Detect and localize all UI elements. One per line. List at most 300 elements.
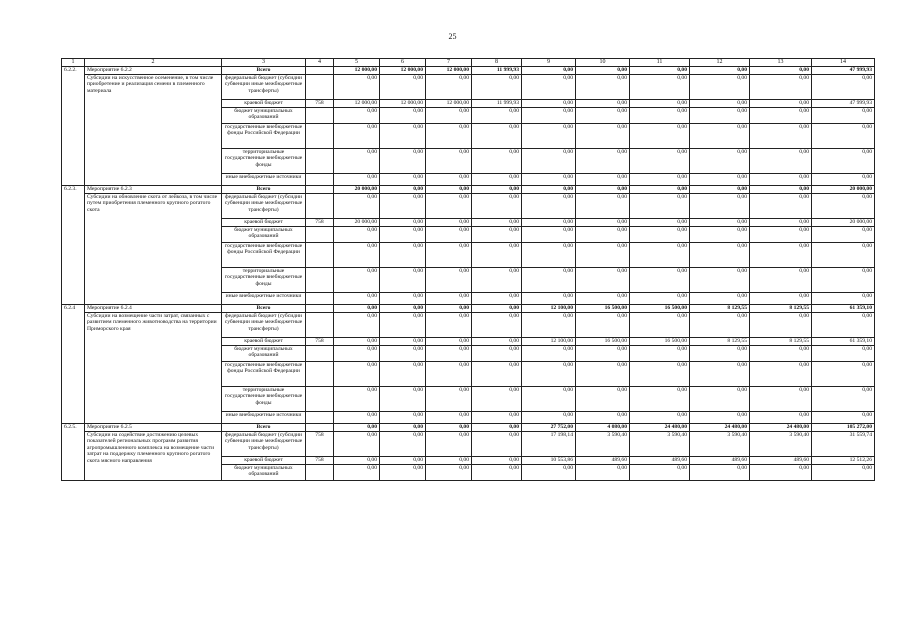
amount-cell: 0,00: [750, 186, 812, 194]
amount-cell: 3 590,40: [750, 432, 812, 457]
table-row: [62, 67, 875, 75]
amount-cell: 0,00: [472, 424, 522, 432]
amount-cell: 489,60: [630, 457, 690, 465]
amount-cell: 0,00: [380, 174, 426, 186]
amount-cell: 47 999,93: [812, 67, 875, 75]
amount-cell: 0,00: [426, 174, 472, 186]
amount-cell: 0,00: [690, 268, 750, 293]
amount-cell: 0,00: [334, 305, 380, 313]
budget-code: 758: [306, 219, 334, 227]
amount-cell: 0,00: [334, 424, 380, 432]
amount-cell: 12 000,00: [426, 100, 472, 108]
amount-cell: 20 000,00: [812, 186, 875, 194]
measure-title: Мероприятие 6.2.5: [85, 424, 222, 432]
amount-cell: 0,00: [630, 387, 690, 412]
amount-cell: 0,00: [576, 186, 630, 194]
amount-cell: 0,00: [426, 268, 472, 293]
amount-cell: 0,00: [380, 465, 426, 481]
amount-cell: 0,00: [472, 457, 522, 465]
header-cell: 7: [426, 59, 472, 67]
amount-cell: 16 500,00: [630, 305, 690, 313]
amount-cell: 0,00: [380, 194, 426, 219]
amount-cell: 0,00: [522, 108, 576, 124]
measure-description: Субсидии на содействие достижению целевых показателей региональных программ развития агропромышленного комплекса на возмещение части затрат на поддержку племенного крупного рогатого скота мясного направления: [85, 432, 222, 481]
amount-cell: 489,60: [750, 457, 812, 465]
amount-cell: 0,00: [334, 194, 380, 219]
funding-source: федеральный бюджет (субсидии субвенции иные межбюджетные трансферты): [222, 75, 306, 100]
amount-cell: 0,00: [576, 465, 630, 481]
funding-source: иные внебюджетные источники: [222, 174, 306, 186]
amount-cell: 0,00: [522, 100, 576, 108]
amount-cell: 0,00: [630, 75, 690, 100]
amount-cell: 0,00: [812, 268, 875, 293]
amount-cell: 0,00: [522, 67, 576, 75]
header-cell: 12: [690, 59, 750, 67]
measure-number: 6.2.2.: [62, 67, 85, 186]
funding-source: бюджет муниципальных образований: [222, 465, 306, 481]
budget-code: [306, 313, 334, 338]
table-row: [62, 424, 875, 432]
amount-cell: 0,00: [812, 75, 875, 100]
amount-cell: 20 000,00: [334, 219, 380, 227]
budget-code: [306, 305, 334, 313]
amount-cell: 0,00: [576, 313, 630, 338]
header-cell: 2: [85, 59, 222, 67]
amount-cell: 0,00: [426, 387, 472, 412]
amount-cell: 0,00: [426, 243, 472, 268]
table-row: [62, 305, 875, 313]
header-cell: 9: [522, 59, 576, 67]
header-cell: 10: [576, 59, 630, 67]
amount-cell: 0,00: [690, 412, 750, 424]
amount-cell: 0,00: [380, 243, 426, 268]
amount-cell: 0,00: [380, 186, 426, 194]
budget-code: [306, 124, 334, 149]
amount-cell: 0,00: [334, 293, 380, 305]
amount-cell: 0,00: [576, 75, 630, 100]
measure-number: 6.2.4: [62, 305, 85, 424]
funding-source: территориальные государственные внебюджетные фонды: [222, 387, 306, 412]
header-cell: 4: [306, 59, 334, 67]
amount-cell: 0,00: [472, 346, 522, 362]
amount-cell: 12 000,00: [380, 67, 426, 75]
amount-cell: 0,00: [630, 108, 690, 124]
amount-cell: 12 000,00: [334, 67, 380, 75]
budget-code: [306, 227, 334, 243]
amount-cell: 0,00: [334, 149, 380, 174]
amount-cell: 16 500,00: [576, 305, 630, 313]
amount-cell: 0,00: [426, 227, 472, 243]
amount-cell: 0,00: [690, 243, 750, 268]
amount-cell: 0,00: [812, 293, 875, 305]
amount-cell: 0,00: [812, 149, 875, 174]
amount-cell: 0,00: [472, 387, 522, 412]
amount-cell: 12 000,00: [380, 100, 426, 108]
amount-cell: 0,00: [750, 362, 812, 387]
amount-cell: 0,00: [576, 100, 630, 108]
measure-description: Субсидии на возмещение части затрат, связанных с развитием племенного животноводства на территории Приморского края: [85, 313, 222, 424]
amount-cell: 0,00: [472, 268, 522, 293]
page-number: 25: [448, 32, 457, 41]
amount-cell: 8 129,55: [750, 338, 812, 346]
amount-cell: 0,00: [426, 219, 472, 227]
amount-cell: 0,00: [750, 268, 812, 293]
amount-cell: 0,00: [380, 387, 426, 412]
amount-cell: 0,00: [750, 75, 812, 100]
amount-cell: 0,00: [522, 243, 576, 268]
amount-cell: 10 553,86: [522, 457, 576, 465]
funding-source: бюджет муниципальных образований: [222, 108, 306, 124]
amount-cell: 0,00: [522, 219, 576, 227]
amount-cell: 0,00: [690, 67, 750, 75]
amount-cell: 0,00: [334, 457, 380, 465]
measure-title: Мероприятие 6.2.4: [85, 305, 222, 313]
amount-cell: 0,00: [750, 243, 812, 268]
amount-cell: 12 512,26: [812, 457, 875, 465]
amount-cell: 0,00: [630, 186, 690, 194]
budget-code: [306, 194, 334, 219]
amount-cell: 0,00: [334, 75, 380, 100]
amount-cell: 0,00: [576, 67, 630, 75]
funding-source: государственные внебюджетные фонды Российской Федерации: [222, 362, 306, 387]
amount-cell: 0,00: [472, 219, 522, 227]
amount-cell: 0,00: [472, 75, 522, 100]
budget-table: [61, 58, 875, 481]
table-row: [62, 75, 875, 100]
funding-source: краевой бюджет: [222, 100, 306, 108]
amount-cell: 0,00: [426, 338, 472, 346]
amount-cell: 0,00: [630, 149, 690, 174]
amount-cell: 0,00: [426, 465, 472, 481]
funding-source: краевой бюджет: [222, 338, 306, 346]
amount-cell: 0,00: [472, 186, 522, 194]
amount-cell: 0,00: [472, 108, 522, 124]
amount-cell: 0,00: [380, 293, 426, 305]
amount-cell: 0,00: [690, 124, 750, 149]
amount-cell: 0,00: [522, 186, 576, 194]
amount-cell: 0,00: [812, 346, 875, 362]
amount-cell: 0,00: [690, 149, 750, 174]
amount-cell: 0,00: [426, 362, 472, 387]
measure-description: Субсидии на обновление скота от лейкоза, в том числе путем приобретения племенного крупного рогатого скота: [85, 194, 222, 305]
amount-cell: 0,00: [630, 227, 690, 243]
amount-cell: 0,00: [380, 124, 426, 149]
funding-source: государственные внебюджетные фонды Российской Федерации: [222, 243, 306, 268]
amount-cell: 0,00: [630, 293, 690, 305]
amount-cell: 0,00: [812, 243, 875, 268]
budget-code: [306, 293, 334, 305]
header-cell: 3: [222, 59, 306, 67]
amount-cell: 0,00: [690, 227, 750, 243]
amount-cell: 11 999,93: [472, 67, 522, 75]
amount-cell: 0,00: [750, 219, 812, 227]
amount-cell: 0,00: [576, 174, 630, 186]
amount-cell: 0,00: [576, 124, 630, 149]
funding-source: иные внебюджетные источники: [222, 412, 306, 424]
header-cell: 11: [630, 59, 690, 67]
amount-cell: 0,00: [630, 194, 690, 219]
amount-cell: 0,00: [690, 313, 750, 338]
amount-cell: 0,00: [334, 465, 380, 481]
amount-cell: 0,00: [750, 194, 812, 219]
amount-cell: 0,00: [426, 432, 472, 457]
amount-cell: 0,00: [380, 338, 426, 346]
amount-cell: 0,00: [812, 174, 875, 186]
amount-cell: 0,00: [426, 75, 472, 100]
amount-cell: 105 272,00: [812, 424, 875, 432]
header-cell: 6: [380, 59, 426, 67]
amount-cell: 0,00: [630, 124, 690, 149]
amount-cell: 0,00: [630, 67, 690, 75]
amount-cell: 0,00: [334, 346, 380, 362]
amount-cell: 0,00: [576, 362, 630, 387]
amount-cell: 0,00: [812, 362, 875, 387]
amount-cell: 0,00: [426, 412, 472, 424]
amount-cell: 0,00: [576, 387, 630, 412]
table-row: [62, 313, 875, 338]
amount-cell: 0,00: [576, 243, 630, 268]
amount-cell: 0,00: [472, 227, 522, 243]
amount-cell: 0,00: [522, 293, 576, 305]
amount-cell: 8 129,55: [690, 338, 750, 346]
amount-cell: 0,00: [690, 465, 750, 481]
amount-cell: 0,00: [472, 412, 522, 424]
amount-cell: 0,00: [380, 424, 426, 432]
amount-cell: 12 000,00: [426, 67, 472, 75]
amount-cell: 0,00: [630, 243, 690, 268]
amount-cell: 0,00: [426, 293, 472, 305]
amount-cell: 0,00: [472, 338, 522, 346]
budget-code: [306, 75, 334, 100]
amount-cell: 0,00: [472, 124, 522, 149]
amount-cell: 489,60: [576, 457, 630, 465]
amount-cell: 0,00: [522, 387, 576, 412]
measure-number: 6.2.3.: [62, 186, 85, 305]
table-row: [62, 194, 875, 219]
amount-cell: 24 480,00: [690, 424, 750, 432]
table-row: [62, 186, 875, 194]
budget-code: [306, 412, 334, 424]
amount-cell: 0,00: [426, 194, 472, 219]
amount-cell: 17 198,14: [522, 432, 576, 457]
amount-cell: 0,00: [812, 124, 875, 149]
amount-cell: 0,00: [334, 412, 380, 424]
amount-cell: 0,00: [334, 338, 380, 346]
amount-cell: 0,00: [522, 268, 576, 293]
budget-code: 758: [306, 432, 334, 457]
measure-description: Субсидии на искусственное осеменение, в том числе приобретение и реализация семени в племенного материала: [85, 75, 222, 186]
funding-source: бюджет муниципальных образований: [222, 227, 306, 243]
amount-cell: 0,00: [426, 313, 472, 338]
budget-code: [306, 268, 334, 293]
amount-cell: 0,00: [576, 346, 630, 362]
amount-cell: 0,00: [334, 387, 380, 412]
amount-cell: 0,00: [522, 194, 576, 219]
funding-source: иные внебюджетные источники: [222, 293, 306, 305]
amount-cell: 20 000,00: [334, 186, 380, 194]
amount-cell: 0,00: [812, 194, 875, 219]
header-row: [62, 59, 875, 67]
funding-source: территориальные государственные внебюджетные фонды: [222, 268, 306, 293]
amount-cell: 0,00: [426, 124, 472, 149]
amount-cell: 0,00: [576, 268, 630, 293]
amount-cell: 0,00: [334, 243, 380, 268]
funding-source: Всего: [222, 424, 306, 432]
amount-cell: 0,00: [426, 305, 472, 313]
amount-cell: 20 000,00: [812, 219, 875, 227]
amount-cell: 0,00: [334, 174, 380, 186]
amount-cell: 0,00: [576, 293, 630, 305]
budget-code: 758: [306, 338, 334, 346]
amount-cell: 0,00: [812, 412, 875, 424]
amount-cell: 16 500,00: [630, 338, 690, 346]
measure-number: 6.2.5.: [62, 424, 85, 481]
amount-cell: 0,00: [690, 100, 750, 108]
amount-cell: 0,00: [522, 362, 576, 387]
amount-cell: 0,00: [380, 305, 426, 313]
amount-cell: 0,00: [630, 465, 690, 481]
amount-cell: 0,00: [472, 465, 522, 481]
funding-source: федеральный бюджет (субсидии субвенции иные межбюджетные трансферты): [222, 194, 306, 219]
amount-cell: 0,00: [426, 149, 472, 174]
amount-cell: 0,00: [750, 67, 812, 75]
budget-code: [306, 186, 334, 194]
amount-cell: 4 080,00: [576, 424, 630, 432]
amount-cell: 0,00: [750, 149, 812, 174]
table-row: [62, 432, 875, 457]
amount-cell: 0,00: [630, 174, 690, 186]
budget-code: [306, 362, 334, 387]
amount-cell: 16 500,00: [576, 338, 630, 346]
amount-cell: 0,00: [472, 313, 522, 338]
amount-cell: 0,00: [472, 305, 522, 313]
measure-title: Мероприятие 6.2.3: [85, 186, 222, 194]
amount-cell: 0,00: [630, 412, 690, 424]
amount-cell: 0,00: [472, 243, 522, 268]
amount-cell: 0,00: [630, 268, 690, 293]
funding-source: федеральный бюджет (субсидии субвенции иные межбюджетные трансферты): [222, 432, 306, 457]
amount-cell: 24 480,00: [750, 424, 812, 432]
funding-source: Всего: [222, 67, 306, 75]
budget-code: 758: [306, 100, 334, 108]
amount-cell: 0,00: [334, 227, 380, 243]
budget-code: [306, 174, 334, 186]
amount-cell: 0,00: [690, 186, 750, 194]
amount-cell: 0,00: [690, 387, 750, 412]
amount-cell: 0,00: [380, 268, 426, 293]
budget-code: [306, 108, 334, 124]
amount-cell: 0,00: [750, 124, 812, 149]
header-cell: 5: [334, 59, 380, 67]
amount-cell: 3 590,40: [630, 432, 690, 457]
amount-cell: 0,00: [522, 465, 576, 481]
funding-source: федеральный бюджет (субсидии субвенции иные межбюджетные трансферты): [222, 313, 306, 338]
amount-cell: 0,00: [522, 227, 576, 243]
amount-cell: 0,00: [690, 346, 750, 362]
amount-cell: 0,00: [522, 346, 576, 362]
amount-cell: 0,00: [690, 75, 750, 100]
funding-source: Всего: [222, 186, 306, 194]
amount-cell: 11 999,93: [472, 100, 522, 108]
amount-cell: 0,00: [334, 362, 380, 387]
amount-cell: 61 359,10: [812, 338, 875, 346]
amount-cell: 0,00: [690, 219, 750, 227]
amount-cell: 0,00: [812, 387, 875, 412]
amount-cell: 0,00: [426, 346, 472, 362]
amount-cell: 0,00: [380, 412, 426, 424]
budget-code: [306, 387, 334, 412]
amount-cell: 0,00: [380, 108, 426, 124]
amount-cell: 0,00: [690, 362, 750, 387]
amount-cell: 0,00: [812, 313, 875, 338]
amount-cell: 0,00: [334, 268, 380, 293]
budget-code: [306, 465, 334, 481]
budget-code: [306, 346, 334, 362]
budget-code: [306, 149, 334, 174]
amount-cell: 61 359,10: [812, 305, 875, 313]
header-cell: 13: [750, 59, 812, 67]
header-cell: 1: [62, 59, 85, 67]
amount-cell: 0,00: [812, 227, 875, 243]
amount-cell: 0,00: [380, 457, 426, 465]
amount-cell: 8 129,55: [690, 305, 750, 313]
amount-cell: 0,00: [380, 313, 426, 338]
amount-cell: 0,00: [690, 293, 750, 305]
amount-cell: 3 590,40: [576, 432, 630, 457]
amount-cell: 0,00: [472, 174, 522, 186]
budget-code: 758: [306, 457, 334, 465]
amount-cell: 0,00: [750, 313, 812, 338]
amount-cell: 0,00: [380, 219, 426, 227]
amount-cell: 0,00: [750, 174, 812, 186]
amount-cell: 0,00: [812, 465, 875, 481]
amount-cell: 0,00: [472, 362, 522, 387]
amount-cell: 0,00: [576, 219, 630, 227]
amount-cell: 27 752,00: [522, 424, 576, 432]
amount-cell: 0,00: [576, 149, 630, 174]
amount-cell: 0,00: [750, 108, 812, 124]
amount-cell: 0,00: [630, 100, 690, 108]
amount-cell: 12 000,00: [334, 100, 380, 108]
amount-cell: 0,00: [750, 412, 812, 424]
amount-cell: 0,00: [380, 346, 426, 362]
amount-cell: 0,00: [426, 457, 472, 465]
amount-cell: 0,00: [334, 313, 380, 338]
budget-code: [306, 67, 334, 75]
amount-cell: 0,00: [750, 346, 812, 362]
amount-cell: 0,00: [472, 432, 522, 457]
funding-source: краевой бюджет: [222, 219, 306, 227]
amount-cell: 0,00: [690, 174, 750, 186]
amount-cell: 0,00: [576, 412, 630, 424]
amount-cell: 0,00: [750, 465, 812, 481]
funding-source: государственные внебюджетные фонды Российской Федерации: [222, 124, 306, 149]
amount-cell: 0,00: [690, 108, 750, 124]
measure-title: Мероприятие 6.2.2: [85, 67, 222, 75]
amount-cell: 3 590,40: [690, 432, 750, 457]
amount-cell: 0,00: [630, 346, 690, 362]
amount-cell: 12 100,00: [522, 338, 576, 346]
amount-cell: 0,00: [750, 387, 812, 412]
amount-cell: 0,00: [522, 75, 576, 100]
funding-source: краевой бюджет: [222, 457, 306, 465]
amount-cell: 0,00: [576, 108, 630, 124]
header-cell: 8: [472, 59, 522, 67]
amount-cell: 0,00: [472, 149, 522, 174]
amount-cell: 0,00: [380, 149, 426, 174]
amount-cell: 0,00: [380, 362, 426, 387]
amount-cell: 0,00: [334, 124, 380, 149]
